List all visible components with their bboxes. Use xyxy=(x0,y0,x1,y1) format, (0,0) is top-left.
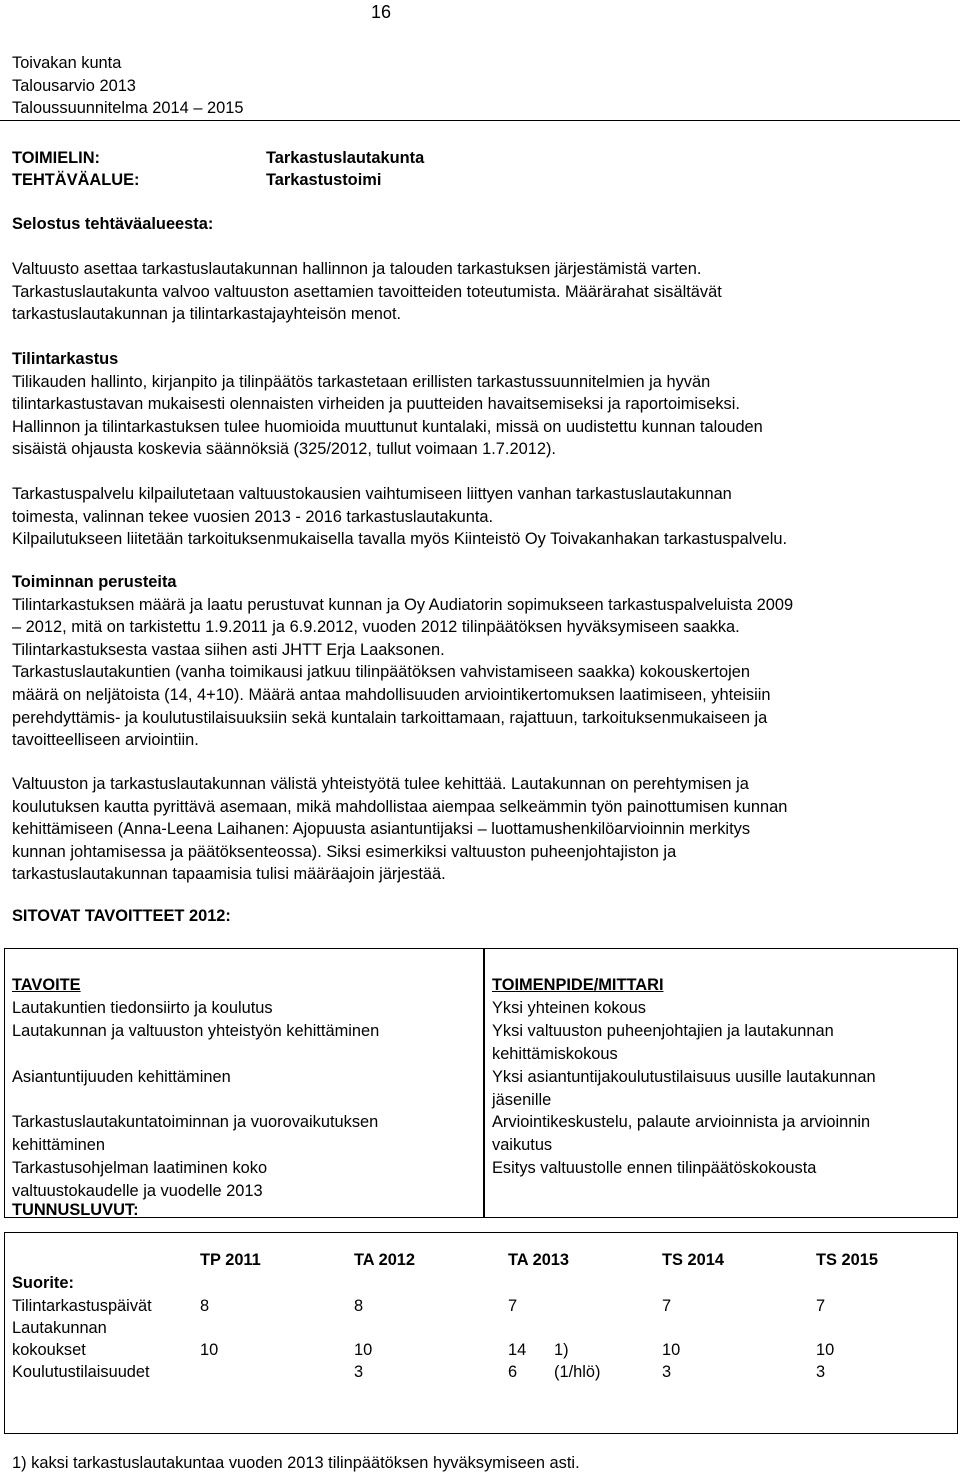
sitovat-heading: SITOVAT TAVOITTEET 2012: xyxy=(12,907,231,925)
toiminnan-line: Tilintarkastuksesta vastaa siihen asti JHTT Erja Laaksonen. xyxy=(12,640,445,659)
kpi-header: TS 2014 xyxy=(662,1251,724,1269)
kpi-suorite-label: Suorite: xyxy=(12,1274,74,1292)
yhteistyo-line: tarkastuslautakunnan tapaamisia tulisi määräajoin järjestää. xyxy=(12,865,446,884)
yhteistyo-line: kunnan johtamisessa ja päätöksenteossa). Siksi esimerkiksi valtuuston puheenjohtajiston ja xyxy=(12,842,677,861)
kpi-table xyxy=(4,1232,958,1434)
selostus-heading: Selostus tehtäväalueesta: xyxy=(12,215,214,233)
tarkastuspalvelu-paragraph xyxy=(12,483,952,551)
header-budget: Talousarvio 2013 xyxy=(12,77,136,95)
toiminnan-line: perehdyttämis- ja koulutustilaisuuksiin sekä kuntalain tarkoittamaan, rajattuun, tarkoituksenmukaiseen ja xyxy=(12,708,768,727)
tarkastuspalvelu-line: Tarkastuspalvelu kilpailutetaan valtuustokausien vaihtumiseen liittyen vanhan tarkastuslautakunnan xyxy=(12,485,732,503)
kpi-header: TP 2011 xyxy=(200,1251,261,1269)
tunnusluvut-heading: TUNNUSLUVUT: xyxy=(12,1201,139,1219)
goal-mittari: Yksi valtuuston puheenjohtajien ja lautakunnan xyxy=(492,1022,834,1040)
kpi-row-label: Lautakunnan xyxy=(12,1319,107,1337)
tarkastuspalvelu-line: Kilpailutukseen liitetään tarkoituksenmukaisella tavalla myös Kiinteistö Oy Toivakanhakan tarkastuspalvelu. xyxy=(12,530,788,549)
goal-tavoite: Lautakunnan ja valtuuston yhteistyön kehittäminen xyxy=(12,1022,380,1040)
header-plan: Taloussuunnitelma 2014 – 2015 xyxy=(12,99,244,117)
kpi-value: 14 xyxy=(508,1341,527,1359)
kpi-value: 3 xyxy=(662,1363,672,1381)
toimielin-value: Tarkastuslautakunta xyxy=(266,149,425,167)
goal-mittari: vaikutus xyxy=(492,1136,553,1154)
goal-tavoite: Tarkastuslautakuntatoiminnan ja vuorovaikutuksen xyxy=(12,1113,379,1131)
toiminnan-line: Tilintarkastuksen määrä ja laatu perustuvat kunnan ja Oy Audiatorin sopimukseen tarkastuspalveluista 2009 xyxy=(12,595,794,614)
kpi-row-label: Koulutustilaisuudet xyxy=(12,1363,150,1381)
goal-mittari: Yksi yhteinen kokous xyxy=(492,999,646,1017)
goal-mittari: Esitys valtuustolle ennen tilinpäätöskokousta xyxy=(492,1159,817,1177)
tilintarkastus-line: Hallinnon ja tilintarkastuksen tulee huomioida muuttunut kuntalaki, missä on uudistettu kunnan talouden xyxy=(12,417,763,436)
header-divider xyxy=(0,120,960,121)
header-municipality: Toivakan kunta xyxy=(12,54,122,72)
kpi-value: 10 xyxy=(200,1341,219,1359)
goal-tavoite: kehittäminen xyxy=(12,1136,105,1154)
kpi-value: 7 xyxy=(816,1297,826,1315)
kpi-row-label: Tilintarkastuspäivät xyxy=(12,1297,152,1315)
toiminnan-line: määrä on neljätoista (14, 4+10). Määrä antaa mahdollisuuden arviointikertomuksen laatimiseen, yhteisiin xyxy=(12,685,771,704)
toimielin-label: TOIMIELIN: xyxy=(12,149,101,167)
goal-tavoite: Lautakuntien tiedonsiirto ja koulutus xyxy=(12,999,273,1017)
kpi-row-label: kokoukset xyxy=(12,1341,86,1359)
tarkastuspalvelu-line: toimesta, valinnan tekee vuosien 2013 - 2016 tarkastuslautakunta. xyxy=(12,507,494,526)
yhteistyo-line: koulutuksen kautta pyrittävä asemaan, mikä mahdollistaa aiempaa selkeämmin työn painottumisen kunnan xyxy=(12,797,788,816)
yhteistyo-paragraph xyxy=(12,773,952,886)
tehtavaalue-value: Tarkastustoimi xyxy=(266,171,382,189)
tilintarkastus-section xyxy=(12,348,952,461)
kpi-value: 8 xyxy=(200,1297,210,1315)
toiminnan-perusteita-section xyxy=(12,571,952,752)
tilintarkastus-line: Tilikauden hallinto, kirjanpito ja tilinpäätös tarkastetaan erillisten tarkastussuunnitelmien ja hyvän xyxy=(12,372,711,391)
goal-tavoite: valtuustokaudelle ja vuodelle 2013 xyxy=(12,1182,263,1200)
intro-line: Valtuusto asettaa tarkastuslautakunnan hallinnon ja talouden tarkastuksen järjestämistä varten. xyxy=(12,260,702,278)
kpi-value: 3 xyxy=(816,1363,826,1381)
kpi-value: 10 xyxy=(354,1341,373,1359)
goal-mittari: Arviointikeskustelu, palaute arvioinnista ja arvioinnin xyxy=(492,1113,871,1131)
tehtavaalue-label: TEHTÄVÄALUE: xyxy=(12,171,140,189)
tilintarkastus-heading: Tilintarkastus xyxy=(12,350,119,368)
kpi-value: 8 xyxy=(354,1297,364,1315)
yhteistyo-line: kehittämiseen (Anna-Leena Laihanen: Ajopuusta asiantuntijaksi – luottamushenkilöarvioinnin merkitys xyxy=(12,820,751,839)
goal-mittari: kehittämiskokous xyxy=(492,1045,618,1063)
toiminnan-line: tavoitteelliseen arviointiin. xyxy=(12,731,199,750)
tilintarkastus-line: tilintarkastustavan mukaisesti olennaisten virheiden ja puutteiden havaitsemiseksi ja raportoimiseksi. xyxy=(12,395,740,414)
kpi-header: TA 2012 xyxy=(354,1251,416,1269)
kpi-value: 6 xyxy=(508,1363,518,1381)
goal-tavoite: Tarkastusohjelman laatiminen koko xyxy=(12,1159,268,1177)
goal-tavoite: Asiantuntijuuden kehittäminen xyxy=(12,1068,231,1086)
kpi-value: 10 xyxy=(816,1341,835,1359)
kpi-value: 7 xyxy=(508,1297,518,1315)
kpi-header: TA 2013 xyxy=(508,1251,570,1269)
goals-table-divider xyxy=(483,948,485,1218)
kpi-value: 3 xyxy=(354,1363,364,1381)
goals-col1-header: TAVOITE xyxy=(12,976,81,994)
toiminnan-line: – 2012, mitä on tarkistettu 1.9.2011 ja 6.9.2012, vuoden 2012 tilinpäätöksen hyväksymiseen saakka. xyxy=(12,618,740,637)
tilintarkastus-line: sisäistä ohjausta koskevia säännöksiä (325/2012, tullut voimaan 1.7.2012). xyxy=(12,440,556,459)
kpi-note: 1) xyxy=(554,1341,569,1359)
kpi-value: 7 xyxy=(662,1297,672,1315)
page-number: 16 xyxy=(371,2,392,22)
goal-mittari: jäsenille xyxy=(492,1091,552,1109)
yhteistyo-line: Valtuuston ja tarkastuslautakunnan välistä yhteistyötä tulee kehittää. Lautakunnan on perehtymisen ja xyxy=(12,775,749,793)
toiminnan-perusteita-heading: Toiminnan perusteita xyxy=(12,573,177,591)
intro-line: Tarkastuslautakunta valvoo valtuuston asettamien tavoitteiden toteutumista. Määrärahat sisältävät xyxy=(12,282,722,301)
goals-col2-header: TOIMENPIDE/MITTARI xyxy=(492,976,664,994)
toiminnan-line: Tarkastuslautakuntien (vanha toimikausi jatkuu tilinpäätöksen vahvistamiseen saakka) kokouskertojen xyxy=(12,663,750,682)
goal-mittari: Yksi asiantuntijakoulutustilaisuus uusille lautakunnan xyxy=(492,1068,876,1086)
kpi-value: 10 xyxy=(662,1341,681,1359)
kpi-note: (1/hlö) xyxy=(554,1363,601,1381)
intro-line: tarkastuslautakunnan ja tilintarkastajayhteisön menot. xyxy=(12,305,402,324)
intro-paragraph xyxy=(12,258,952,326)
footnote: 1) kaksi tarkastuslautakuntaa vuoden 2013 tilinpäätöksen hyväksymiseen asti. xyxy=(12,1454,580,1472)
kpi-header: TS 2015 xyxy=(816,1251,878,1269)
